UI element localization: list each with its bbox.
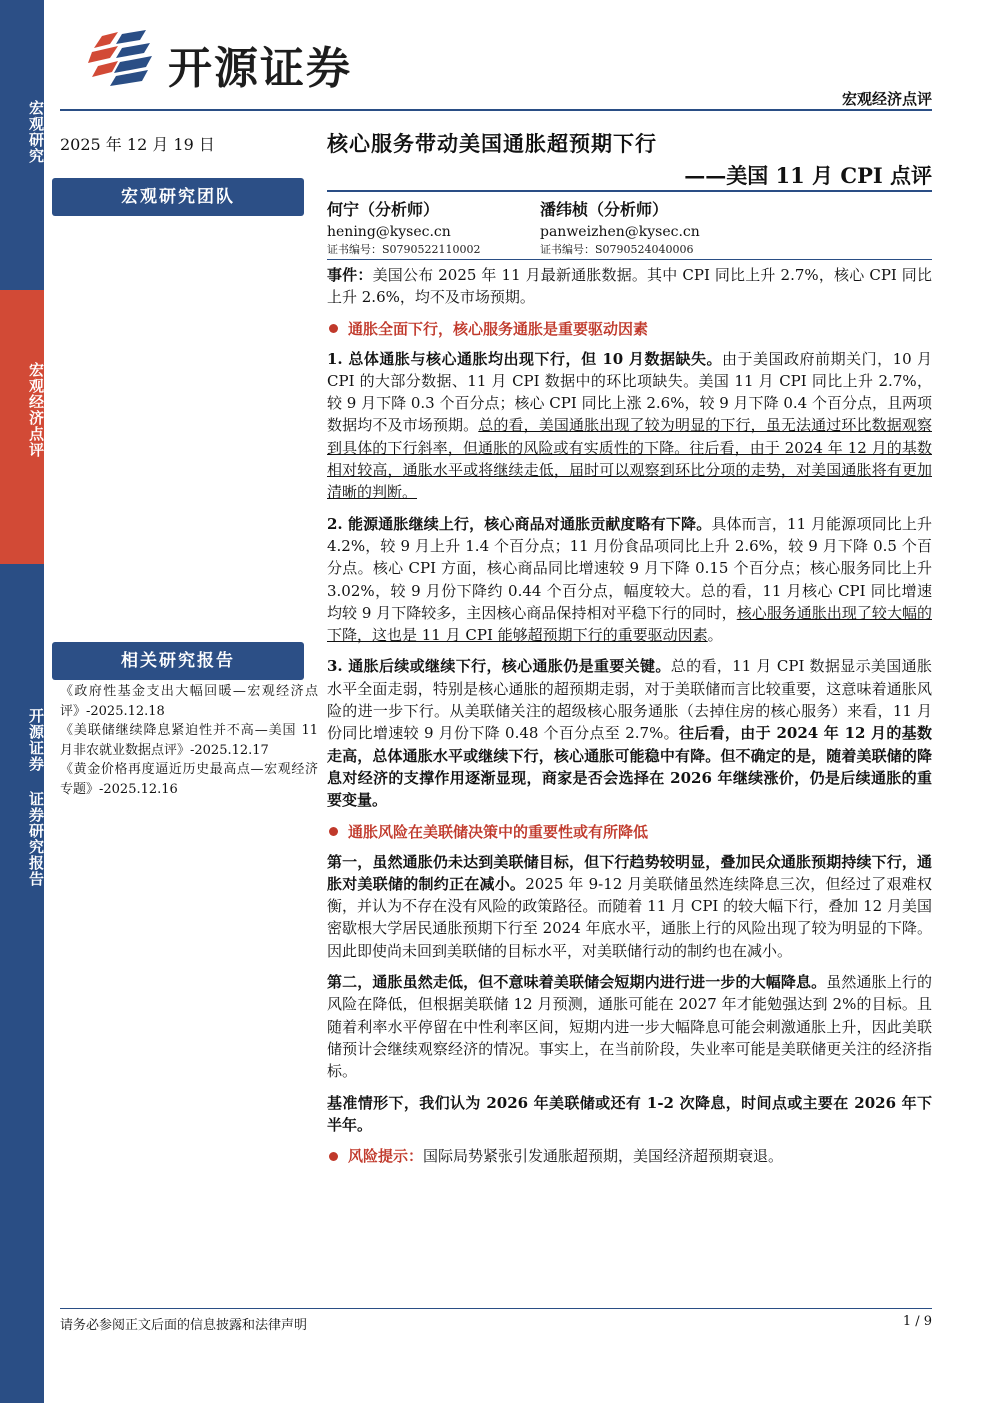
paragraph-end: 。 — [707, 626, 723, 645]
analyst-card — [540, 198, 700, 258]
conclusion-paragraph — [327, 1092, 932, 1137]
paragraph-lead: 3. 通胀后续或继续下行，核心通胀仍是重要关键。 — [327, 657, 671, 676]
related-reports-list — [60, 682, 318, 799]
header-divider — [60, 109, 932, 111]
event-paragraph — [327, 264, 932, 309]
company-name: 开源证券 — [168, 43, 352, 94]
analyst-email[interactable]: hening@kysec.cn — [327, 224, 451, 240]
paragraph-underlined: 核心服务通胀出现了较大幅的下降，这也是 11 月 CPI 能够超预期下行的重要驱动因素 — [327, 603, 932, 645]
analyst-email[interactable]: panweizhen@kysec.cn — [540, 224, 700, 240]
risk-label: 风险提示： — [348, 1147, 424, 1166]
body-paragraph — [327, 655, 932, 811]
paragraph-lead: 第一，虽然通胀仍未达到美联储目标，但下行趋势较明显，叠加民众通胀预期持续下行，通胀对美联储的制约正在减小。 — [327, 852, 932, 893]
page-number: 1 / 9 — [902, 1314, 932, 1329]
paragraph-text: 虽然通胀上行的风险在降低，但根据美联储 12 月预测，通胀可能在 2027 年才能勉强达到 2%的目标。且随着利率水平停留在中性利率区间，短期内进一步大幅降息可能会刺激通胀上升，因此美联储预计会继续观察经济的情况。事实上，在当前阶段，失业率可能是美联储更关注的经济指标。 — [327, 973, 932, 1081]
paragraph-text: 2025 年 9-12 月美联储虽然连续降息三次，但经过了艰难权衡，并认为不存在没有风险的政策路径。而随着 11 月 CPI 的较大幅下行，叠加 12 月美国密歇根大学居民通胀预期下行至 2024 年底水平，通胀上行的风险出现了较为明显的下降。因此即使尚未回到美联储的目标水平，对美联储行动的制约也在减小。 — [327, 874, 932, 960]
company-logo — [88, 30, 378, 94]
analyst-name: 何宁（分析师） — [327, 200, 440, 219]
paragraph-text: 具体而言，11 月能源项同比上升 4.2%，较 9 月上升 1.4 个百分点；11 月份食品项同比上升 2.6%，较 9 月下降 0.5 个百分点。核心 CPI 方面，核心商品同比增速较 9 月下降 0.15 个百分点；核心服务同比上升 3.02%，较 9 月份下降约 0.44 个百分点，幅度较大。总的看，11 月核心 CPI 同比增速均较 9 月下降较多，主因核心商品保持相对平稳下行的同时， — [327, 514, 932, 622]
report-subtitle: ——美国 11 月 CPI 点评 — [684, 163, 932, 188]
body-paragraph — [327, 851, 932, 962]
analyst-cert: 证书编号：S0790524040006 — [540, 243, 694, 256]
body-paragraph — [327, 513, 932, 647]
section-heading-text: 通胀风险在美联储决策中的重要性或有所降低 — [348, 822, 649, 841]
risk-text: 国际局势紧张引发通胀超预期，美国经济超预期衰退。 — [423, 1147, 784, 1166]
conclusion-text: 基准情形下，我们认为 2026 年美联储或还有 1-2 次降息，时间点或主要在 2026 年下半年。 — [327, 1093, 932, 1134]
side-label-top: 宏观研究 — [27, 100, 45, 164]
bullet-icon — [329, 827, 338, 836]
paragraph-lead: 第二，通胀虽然走低，但不意味着美联储会短期内进行进一步的大幅降息。 — [327, 973, 827, 992]
logo-mark-icon — [88, 30, 158, 86]
analyst-card — [327, 198, 481, 258]
side-label-bottom: 开源证券 证券研究报告 — [27, 708, 45, 887]
side-strip-bottom — [0, 564, 44, 1403]
paragraph-underlined: 总的看，美国通胀出现了较为明显的下行，虽无法通过环比数据观察到具体的下行斜率，但通胀的风险或有实质性的下降。往后看，由于 2024 年 12 月的基数相对较高，通胀水平或将继续走低，届时可以观察到环比分项的走势，对美国通胀将有更加清晰的判断。 — [327, 416, 932, 502]
body-paragraph — [327, 971, 932, 1082]
body-paragraph — [327, 348, 932, 504]
report-title: 核心服务带动美国通胀超预期下行 — [327, 131, 657, 156]
section-heading — [327, 821, 932, 843]
section-heading-text: 通胀全面下行，核心服务通胀是重要驱动因素 — [348, 319, 649, 338]
paragraph-text: 总的看，11 月 CPI 数据显示美国通胀水平全面走弱，特别是核心通胀的超预期走弱，对于美联储而言比较重要，这意味着通胀风险的进一步下行。从美联储关注的超级核心服务通胀（去掉住房的核心服务）来看，11 月份同比增速较 9 月份下降 0.48 个百分点至 2.7%。 — [327, 657, 932, 743]
bullet-icon — [329, 324, 338, 333]
report-body — [327, 264, 932, 1176]
report-type-tag: 宏观经济点评 — [841, 90, 932, 108]
paragraph-bold-tail: 往后看，由于 2024 年 12 月的基数走高，总体通胀水平或继续下行，核心通胀可能稳中有降。但不确定的是，随着美联储的降息对经济的支撑作用逐渐显现，商家是否会选择在 2026 年继续涨价，仍是后续通胀的重要变量。 — [327, 724, 932, 810]
event-label: 事件： — [327, 266, 373, 284]
paragraph-lead: 1. 总体通胀与核心通胀均出现下行，但 10 月数据缺失。 — [327, 349, 722, 368]
related-report-item[interactable]: 《政府性基金支出大幅回暖—宏观经济点评》-2025.12.18 — [60, 684, 318, 719]
footer-divider — [60, 1308, 932, 1309]
paragraph-lead: 2. 能源通胀继续上行，核心商品对通胀贡献度略有下降。 — [327, 514, 712, 533]
related-reports-box: 相关研究报告 — [52, 642, 304, 680]
report-date: 2025 年 12 月 19 日 — [60, 135, 215, 154]
section-heading — [327, 318, 932, 340]
analyst-divider — [327, 259, 932, 260]
footer-disclaimer: 请务必参阅正文后面的信息披露和法律声明 — [60, 1318, 308, 1333]
team-box: 宏观研究团队 — [52, 178, 304, 216]
related-report-item[interactable]: 《美联储继续降息紧迫性并不高—美国 11 月非农就业数据点评》-2025.12.17 — [60, 723, 318, 758]
bullet-icon — [329, 1152, 338, 1161]
analyst-cert: 证书编号：S0790522110002 — [327, 243, 481, 256]
paragraph-text: 由于美国政府前期关门，10 月 CPI 的大部分数据、11 月 CPI 数据中的环比项缺失。美国 11 月 CPI 同比上升 2.7%，较 9 月下降 0.3 个百分点；核心 CPI 同比上涨 2.6%，较 9 月下降 0.4 个百分点，且两项数据均不及市场预期。 — [327, 349, 932, 435]
analyst-name: 潘纬桢（分析师） — [540, 200, 669, 219]
event-text: 美国公布 2025 年 11 月最新通胀数据。其中 CPI 同比上升 2.7%，核心 CPI 同比上升 2.6%，均不及市场预期。 — [327, 266, 932, 307]
related-report-item[interactable]: 《黄金价格再度逼近历史最高点—宏观经济专题》-2025.12.16 — [60, 762, 318, 797]
risk-paragraph — [327, 1145, 932, 1167]
title-divider — [327, 190, 932, 192]
side-label-mid: 宏观经济点评 — [27, 362, 45, 458]
